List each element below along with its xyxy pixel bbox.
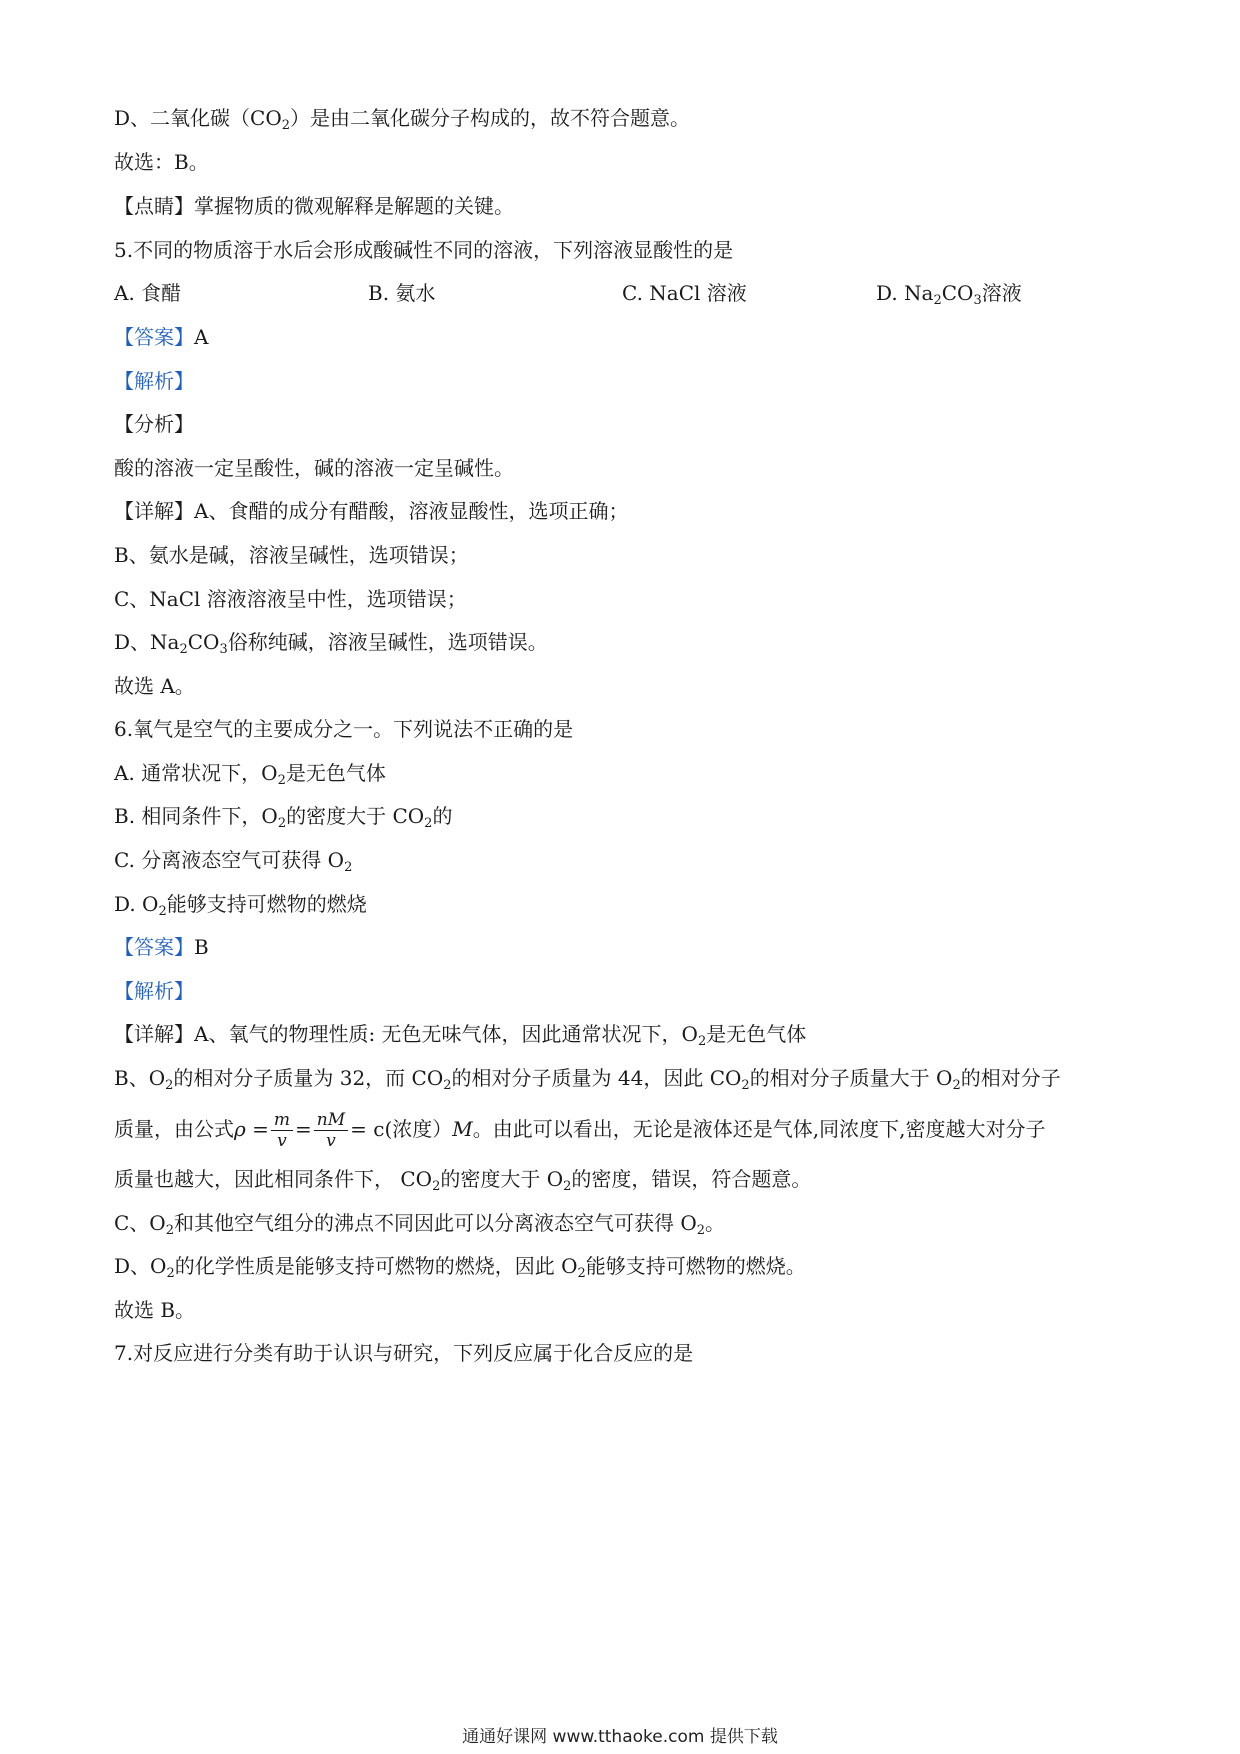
q5-option-b: B. 氨水: [368, 281, 436, 305]
formula-rho: ρ =: [234, 1117, 269, 1141]
q5-detail-d: [114, 629, 548, 655]
text-span: B. 相同条件下，O: [114, 804, 278, 828]
formula-equals: =: [295, 1117, 312, 1141]
text-span: D、二氧化碳（CO: [114, 106, 282, 130]
question-6: 6.氧气是空气的主要成分之一。下列说法不正确的是: [114, 717, 574, 741]
text-span: D、Na: [114, 630, 180, 654]
q5-answer: [114, 324, 208, 350]
subscript: 3: [973, 293, 982, 308]
subscript: 2: [933, 293, 942, 308]
text-span: 质量也越大，因此相同条件下， CO: [114, 1167, 433, 1191]
text-span: 能够支持可燃物的燃烧。: [585, 1254, 806, 1278]
subscript: 2: [277, 773, 286, 788]
text-span: 俗称纯碱，溶液呈碱性，选项错误。: [227, 630, 548, 654]
text-span: B、O: [114, 1066, 166, 1090]
text-span: C. 分离液态空气可获得 O: [114, 848, 345, 872]
text-span: D. Na: [876, 281, 934, 305]
subscript: 2: [158, 904, 167, 919]
subscript: 2: [741, 1078, 750, 1093]
subscript: 2: [424, 816, 433, 831]
q6-detail-b-line2: [114, 1110, 1045, 1151]
subscript: 2: [344, 860, 353, 875]
q6-detail-d: [114, 1253, 806, 1279]
formula-M: M: [452, 1117, 473, 1141]
fraction-denominator: v: [277, 1131, 287, 1151]
subscript: 2: [952, 1078, 961, 1093]
answer-tag: 【答案】: [114, 325, 194, 349]
text-line-choose-b-2: 故选 B。: [114, 1298, 196, 1322]
text-span: ）是由二氧化碳分子构成的，故不符合题意。: [290, 106, 691, 130]
q5-fenxi-tag: 【分析】: [114, 412, 194, 436]
subscript: 2: [696, 1223, 706, 1238]
q5-detail-c: C、NaCl 溶液溶液呈中性，选项错误；: [114, 587, 467, 611]
text-span: 溶液: [981, 281, 1022, 305]
q6-detail-b-line1: [114, 1065, 1061, 1091]
subscript: 2: [165, 1223, 174, 1238]
text-line-d-co2: [114, 105, 690, 131]
text-span: CO: [941, 281, 974, 305]
q5-option-a: A. 食醋: [114, 281, 182, 305]
subscript: 2: [277, 816, 287, 831]
q5-option-c: C. NaCl 溶液: [622, 281, 747, 305]
q5-jiexi-tag: 【解析】: [114, 369, 194, 393]
text-span: 的: [432, 804, 453, 828]
text-span: 。由此可以看出，无论是液体还是气体,同浓度下,密度越大对分子: [472, 1117, 1046, 1141]
text-span: 的相对分子质量为 32，而 CO: [173, 1066, 444, 1090]
text-span: 是无色气体: [285, 761, 386, 785]
q6-answer: [114, 934, 209, 960]
text-span: C、O: [114, 1211, 166, 1235]
subscript: 3: [219, 642, 228, 657]
text-span: 的密度大于 CO: [286, 804, 425, 828]
answer-value: B: [194, 935, 209, 959]
subscript: 2: [697, 1034, 707, 1049]
text-span: 质量，由公式: [114, 1117, 234, 1141]
q6-jiexi-tag: 【解析】: [114, 979, 194, 1003]
q6-detail-b-line3: [114, 1166, 811, 1192]
question-7: 7.对反应进行分类有助于认识与研究，下列反应属于化合反应的是: [114, 1341, 694, 1365]
q5-detail-b: B、氨水是碱，溶液呈碱性，选项错误；: [114, 543, 469, 567]
q6-option-a: [114, 760, 386, 786]
text-span: D、O: [114, 1254, 167, 1278]
subscript: 2: [281, 118, 291, 133]
subscript: 2: [577, 1266, 586, 1281]
q6-option-c: [114, 847, 352, 873]
formula-concentration: = c(浓度）: [350, 1117, 453, 1141]
subscript: 2: [443, 1078, 452, 1093]
text-span: 和其他空气组分的沸点不同因此可以分离液态空气可获得 O: [173, 1211, 697, 1235]
q5-option-d: [876, 280, 1022, 306]
text-span: 的相对分子质量大于 O: [749, 1066, 953, 1090]
q5-note: 酸的溶液一定呈酸性，碱的溶液一定呈碱性。: [114, 456, 514, 480]
subscript: 2: [432, 1179, 441, 1194]
text-span: CO: [187, 630, 220, 654]
text-line-choose-b: 故选：B。: [114, 150, 209, 174]
text-span: A. 通常状况下，O: [114, 761, 278, 785]
fraction-numerator: nM: [314, 1110, 348, 1131]
question-5: 5.不同的物质溶于水后会形成酸碱性不同的溶液，下列溶液显酸性的是: [114, 238, 734, 262]
text-span: 的相对分子: [960, 1066, 1061, 1090]
footer-watermark: 通通好课网 www.tthaoke.com 提供下载: [462, 1727, 778, 1747]
text-span: 是无色气体: [706, 1022, 807, 1046]
text-span: 的相对分子质量为 44，因此 CO: [451, 1066, 742, 1090]
subscript: 2: [563, 1179, 572, 1194]
formula-fraction-m-v: [271, 1110, 293, 1151]
fraction-numerator: m: [271, 1110, 293, 1131]
formula-fraction-nm-v: [314, 1110, 348, 1151]
text-span: 能够支持可燃物的燃烧: [166, 892, 367, 916]
text-line-choose-a: 故选 A。: [114, 674, 195, 698]
q6-detail-c: [114, 1210, 725, 1236]
q6-option-d: [114, 891, 367, 917]
text-line-dianjing: 【点睛】掌握物质的微观解释是解题的关键。: [114, 194, 514, 218]
text-span: 。: [705, 1211, 726, 1235]
q6-option-b: [114, 803, 452, 829]
subscript: 2: [166, 1266, 175, 1281]
answer-value: A: [194, 325, 209, 349]
fraction-denominator: v: [326, 1131, 336, 1151]
text-span: 的密度，错误，符合题意。: [571, 1167, 812, 1191]
text-span: 【详解】A、氧气的物理性质: 无色无味气体，因此通常状况下，O: [114, 1022, 698, 1046]
subscript: 2: [179, 642, 188, 657]
answer-tag: 【答案】: [114, 935, 194, 959]
q6-detail-a: [114, 1021, 806, 1047]
text-span: 的密度大于 O: [440, 1167, 564, 1191]
subscript: 2: [165, 1078, 174, 1093]
text-span: D. O: [114, 892, 159, 916]
q5-detail-a: 【详解】A、食醋的成分有醋酸，溶液显酸性，选项正确；: [114, 499, 629, 523]
text-span: 的化学性质是能够支持可燃物的燃烧，因此 O: [174, 1254, 578, 1278]
